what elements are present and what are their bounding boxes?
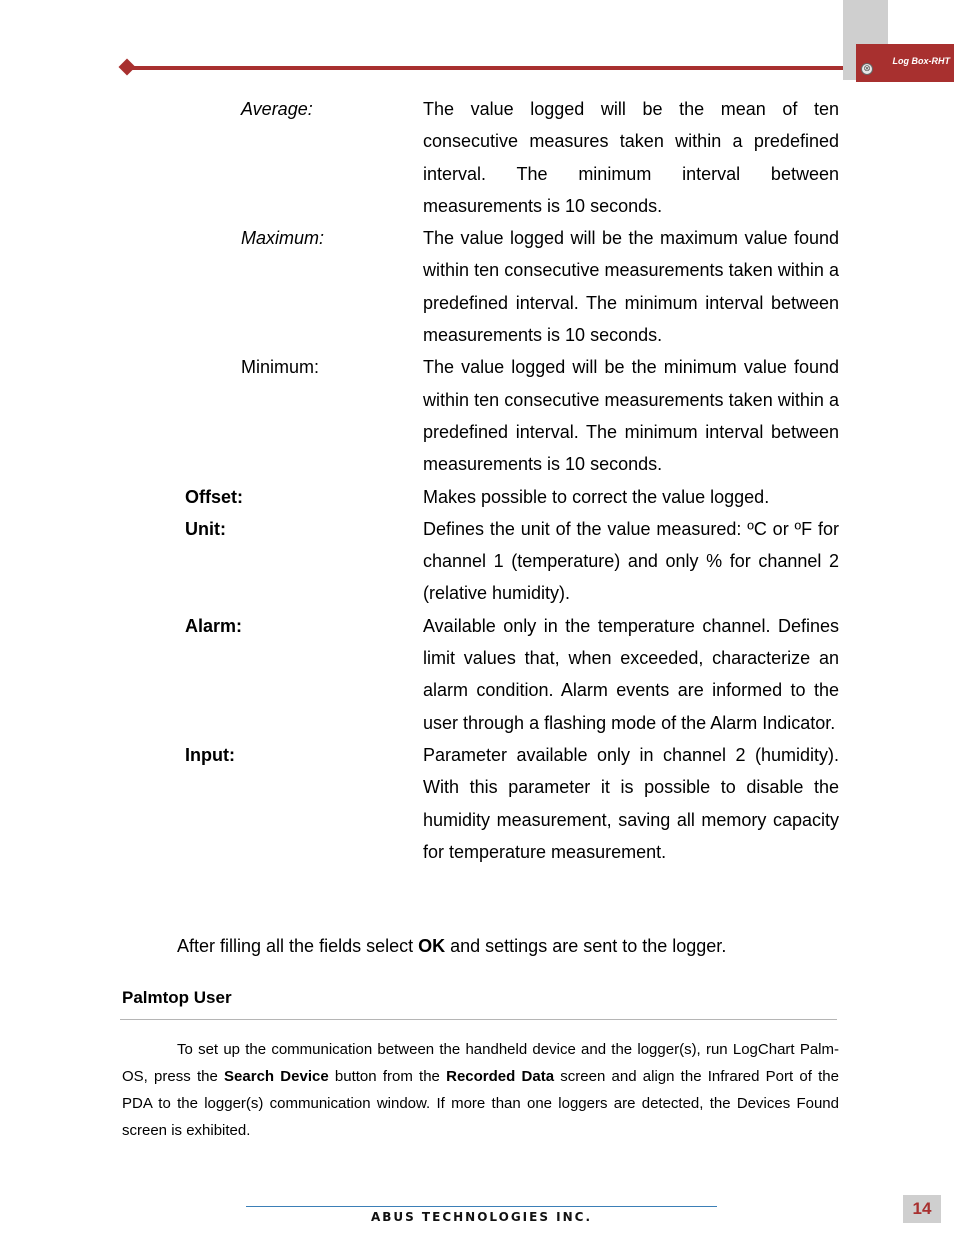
definition-row-minimum [0,351,954,480]
definition-term: Average: [241,99,313,119]
definition-row-input [0,739,954,868]
instruction-text: After filling all the fields select [177,936,419,956]
definition-term: Maximum: [241,228,325,249]
definition-description: Makes possible to correct the value logged. [423,486,770,507]
definition-term: Input: [185,744,235,765]
header-rule [126,66,856,70]
definition-row-alarm [0,610,954,739]
definition-description: Defines the unit of the value measured: ºC or ºF for channel 1 (temperature) and only % for channel 2 (relative humidity). [423,518,839,604]
definition-term: Offset: [185,486,243,507]
definition-row-average [0,93,954,222]
after-filling-instruction [177,933,726,959]
palmtop-user-paragraph [122,1036,839,1144]
search-device-keyword: Search Device [224,1068,329,1085]
paragraph-text: To set up the communication between the handheld device and the logger(s), run LogChart Palm-OS, press the [122,1041,839,1085]
close-circle-icon: ⊗ [861,63,873,75]
footer-company-name: ABUS TECHNOLOGIES INC. [370,1210,593,1224]
section-divider [120,1019,837,1020]
definition-description: The value logged will be the mean of ten consecutive measures taken within a predefined interval. The minimum interval between measurements is 10 seconds. [423,99,839,216]
recorded-data-keyword: Recorded Data [446,1068,555,1085]
instruction-text: and settings are sent to the logger. [445,936,727,956]
definition-row-unit [0,513,954,610]
document-title-label: Log Box-RHT [856,44,954,82]
ok-keyword: OK [418,936,446,956]
definition-row-maximum [0,222,954,351]
header-diamond-ornament [119,59,136,76]
paragraph-text: button from the [328,1068,447,1085]
definition-term: Alarm: [185,615,243,636]
paragraph-text: screen and align the Infrared Port of the PDA to the logger(s) communication window. If more than one loggers are detected, the Devices Found screen is exhibited. [122,1068,839,1139]
definition-description: The value logged will be the minimum value found within ten consecutive measurements taken within a predefined interval. The minimum interval between measurements is 10 seconds. [423,357,839,475]
footer-rule [246,1206,717,1207]
definition-row-offset [0,481,954,513]
page-number-badge: 14 [903,1195,941,1223]
definition-description: Parameter available only in channel 2 (humidity). With this parameter it is possible to disable the humidity measurement, saving all memory capacity for temperature measurement. [423,744,839,862]
parameter-definition-list [0,93,954,868]
definition-term: Unit: [185,518,226,539]
definition-description: Available only in the temperature channel. Defines limit values that, when exceeded, characterize an alarm condition. Alarm events are informed to the user through a flashing mode of the Alarm Indicator. [423,615,839,733]
definition-description: The value logged will be the maximum value found within ten consecutive measurements taken within a predefined interval. The minimum interval between measurements is 10 seconds. [423,228,839,346]
section-heading: Palmtop User [122,988,232,1007]
definition-term: Minimum: [241,357,320,378]
